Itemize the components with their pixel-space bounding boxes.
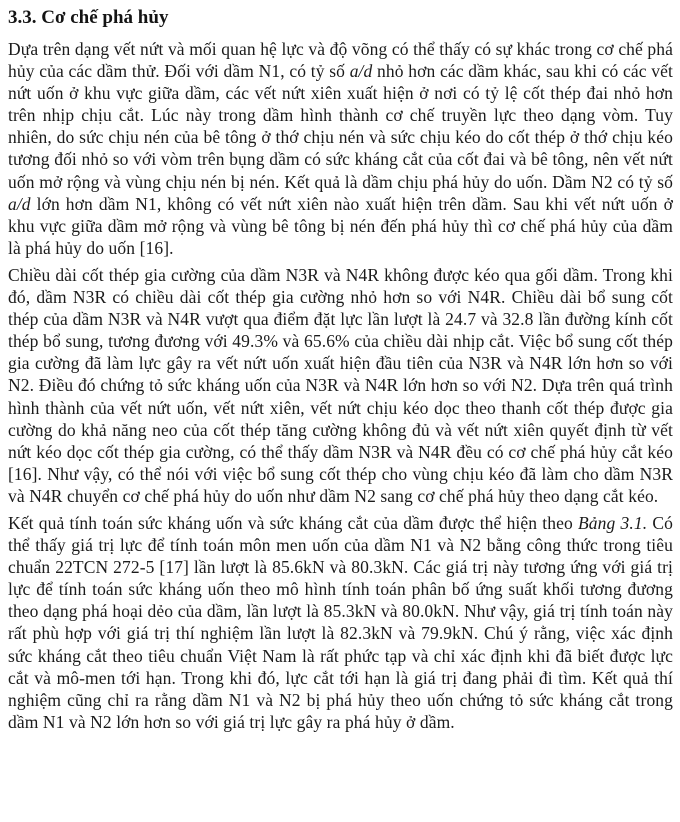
paragraph-reinforcement-n3r-n4r xyxy=(8,264,673,507)
text-run: nhỏ hơn các dầm khác, sau khi có các vết nứt uốn ở khu vực giữa dầm, các vết nứt xiên xuất hiện ở nơi có tỷ lệ cốt thép đai nhỏ hơn trên nhịp chịu cắt. Lúc này trong dầm hình thành cơ chế truyền lực theo dạng vòm. Tuy nhiên, do sức chịu nén của bê tông ở thớ chịu nén và sức chịu kéo do cốt thép ở thớ chịu kéo tương đối nhỏ so với vòm trên bụng dầm có sức kháng cắt của cốt đai và bê tông, nên vết nứt uốn mở rộng và vùng chịu nén bị nén. Kết quả là dầm chịu phá hủy do uốn. Dầm N2 có tỷ số xyxy=(8,61,673,192)
paragraph-calculation-results xyxy=(8,512,673,733)
text-run: Dựa trên dạng vết nứt và mối quan hệ lực và độ võng có thể thấy có sự khác trong cơ chế phá hủy của các dầm thử. Đối với dầm N1, có tỷ số xyxy=(8,39,673,82)
text-run: Chiều dài cốt thép gia cường của dầm N3R và N4R không được kéo qua gối dầm. Trong khi đó, dầm N3R có chiều dài cốt thép gia cường nhỏ hơn so với N4R. Chiều dài bổ sung cốt thép của dầm N3R và N4R vượt qua điểm đặt lực lần lượt là 24.7 và 32.8 lần đường kính cốt thép bổ sung, tương đương với 49.3% và 65.6% của chiều dài nhịp cắt. Việc bổ sung cốt thép gia cường đã làm lực gây ra vết nứt uốn xuất hiện đầu tiên của N3R và N4R lớn hơn so với N2. Điều đó chứng tỏ sức kháng uốn của N3R và N4R lớn hơn so với N2. Dựa trên quá trình hình thành của vết nứt uốn, vết nứt xiên, vết nứt chịu kéo dọc theo thanh cốt thép được gia cường do khả năng neo của cốt thép tăng cường không đủ và vết nứt xiên quyết định từ vết nứt kéo dọc cốt thép gia cường, có thể thấy dầm N3R và N4R đều có cơ chế phá hủy cắt kéo [16]. Như vậy, có thể nói với việc bổ sung cốt thép cho vùng chịu kéo đã làm cho dầm N3R và N4R chuyển cơ chế phá hủy do uốn như dầm N2 sang cơ chế phá hủy theo dạng cắt kéo. xyxy=(8,264,673,506)
italic-text-run: a/d xyxy=(8,193,31,214)
text-run: Kết quả tính toán sức kháng uốn và sức kháng cắt của dầm được thể hiện theo xyxy=(8,512,579,533)
paragraph-failure-mechanism-n1-n2 xyxy=(8,38,673,259)
text-run: lớn hơn dầm N1, không có vết nứt xiên nào xuất hiện trên dầm. Sau khi vết nứt uốn ở khu vực giữa dầm mở rộng và vùng bê tông bị nén đến phá hủy thì cơ chế phá hủy của dầm là phá hủy do uốn [16]. xyxy=(8,193,673,258)
italic-text-run: a/d xyxy=(349,61,373,82)
section-heading: 3.3. Cơ chế phá hủy xyxy=(8,7,169,28)
italic-text-run: Bảng 3.1. xyxy=(578,512,648,533)
text-run: Có thể thấy giá trị lực để tính toán môn men uốn của dầm N1 và N2 bằng công thức trong tiêu chuẩn 22TCN 272-5 [17] lần lượt là 85.6kN và 80.3kN. Các giá trị này tương ứng với giá trị lực để tính toán sức kháng uốn theo mô hình tính toán phân bố ứng suất khối tương đương theo dạng phá hoại dẻo của dầm, lần lượt là 85.3kN và 80.0kN. Như vậy, giá trị tính toán này rất phù hợp với giá trị thí nghiệm lần lượt là 82.3kN và 79.9kN. Chú ý rằng, việc xác định sức kháng cắt theo tiêu chuẩn Việt Nam là rất phức tạp và chỉ xác định khi đã biết được lực cắt và mô-men tới hạn. Trong khi đó, lực cắt tới hạn là giá trị đang phải đi tìm. Kết quả thí nghiệm cũng chỉ ra rằng dầm N1 và N2 bị phá hủy theo uốn chứng tỏ sức kháng cắt trong dầm N1 và N2 lớn hơn so với giá trị lực gây ra phá hủy ở dầm. xyxy=(8,512,673,732)
